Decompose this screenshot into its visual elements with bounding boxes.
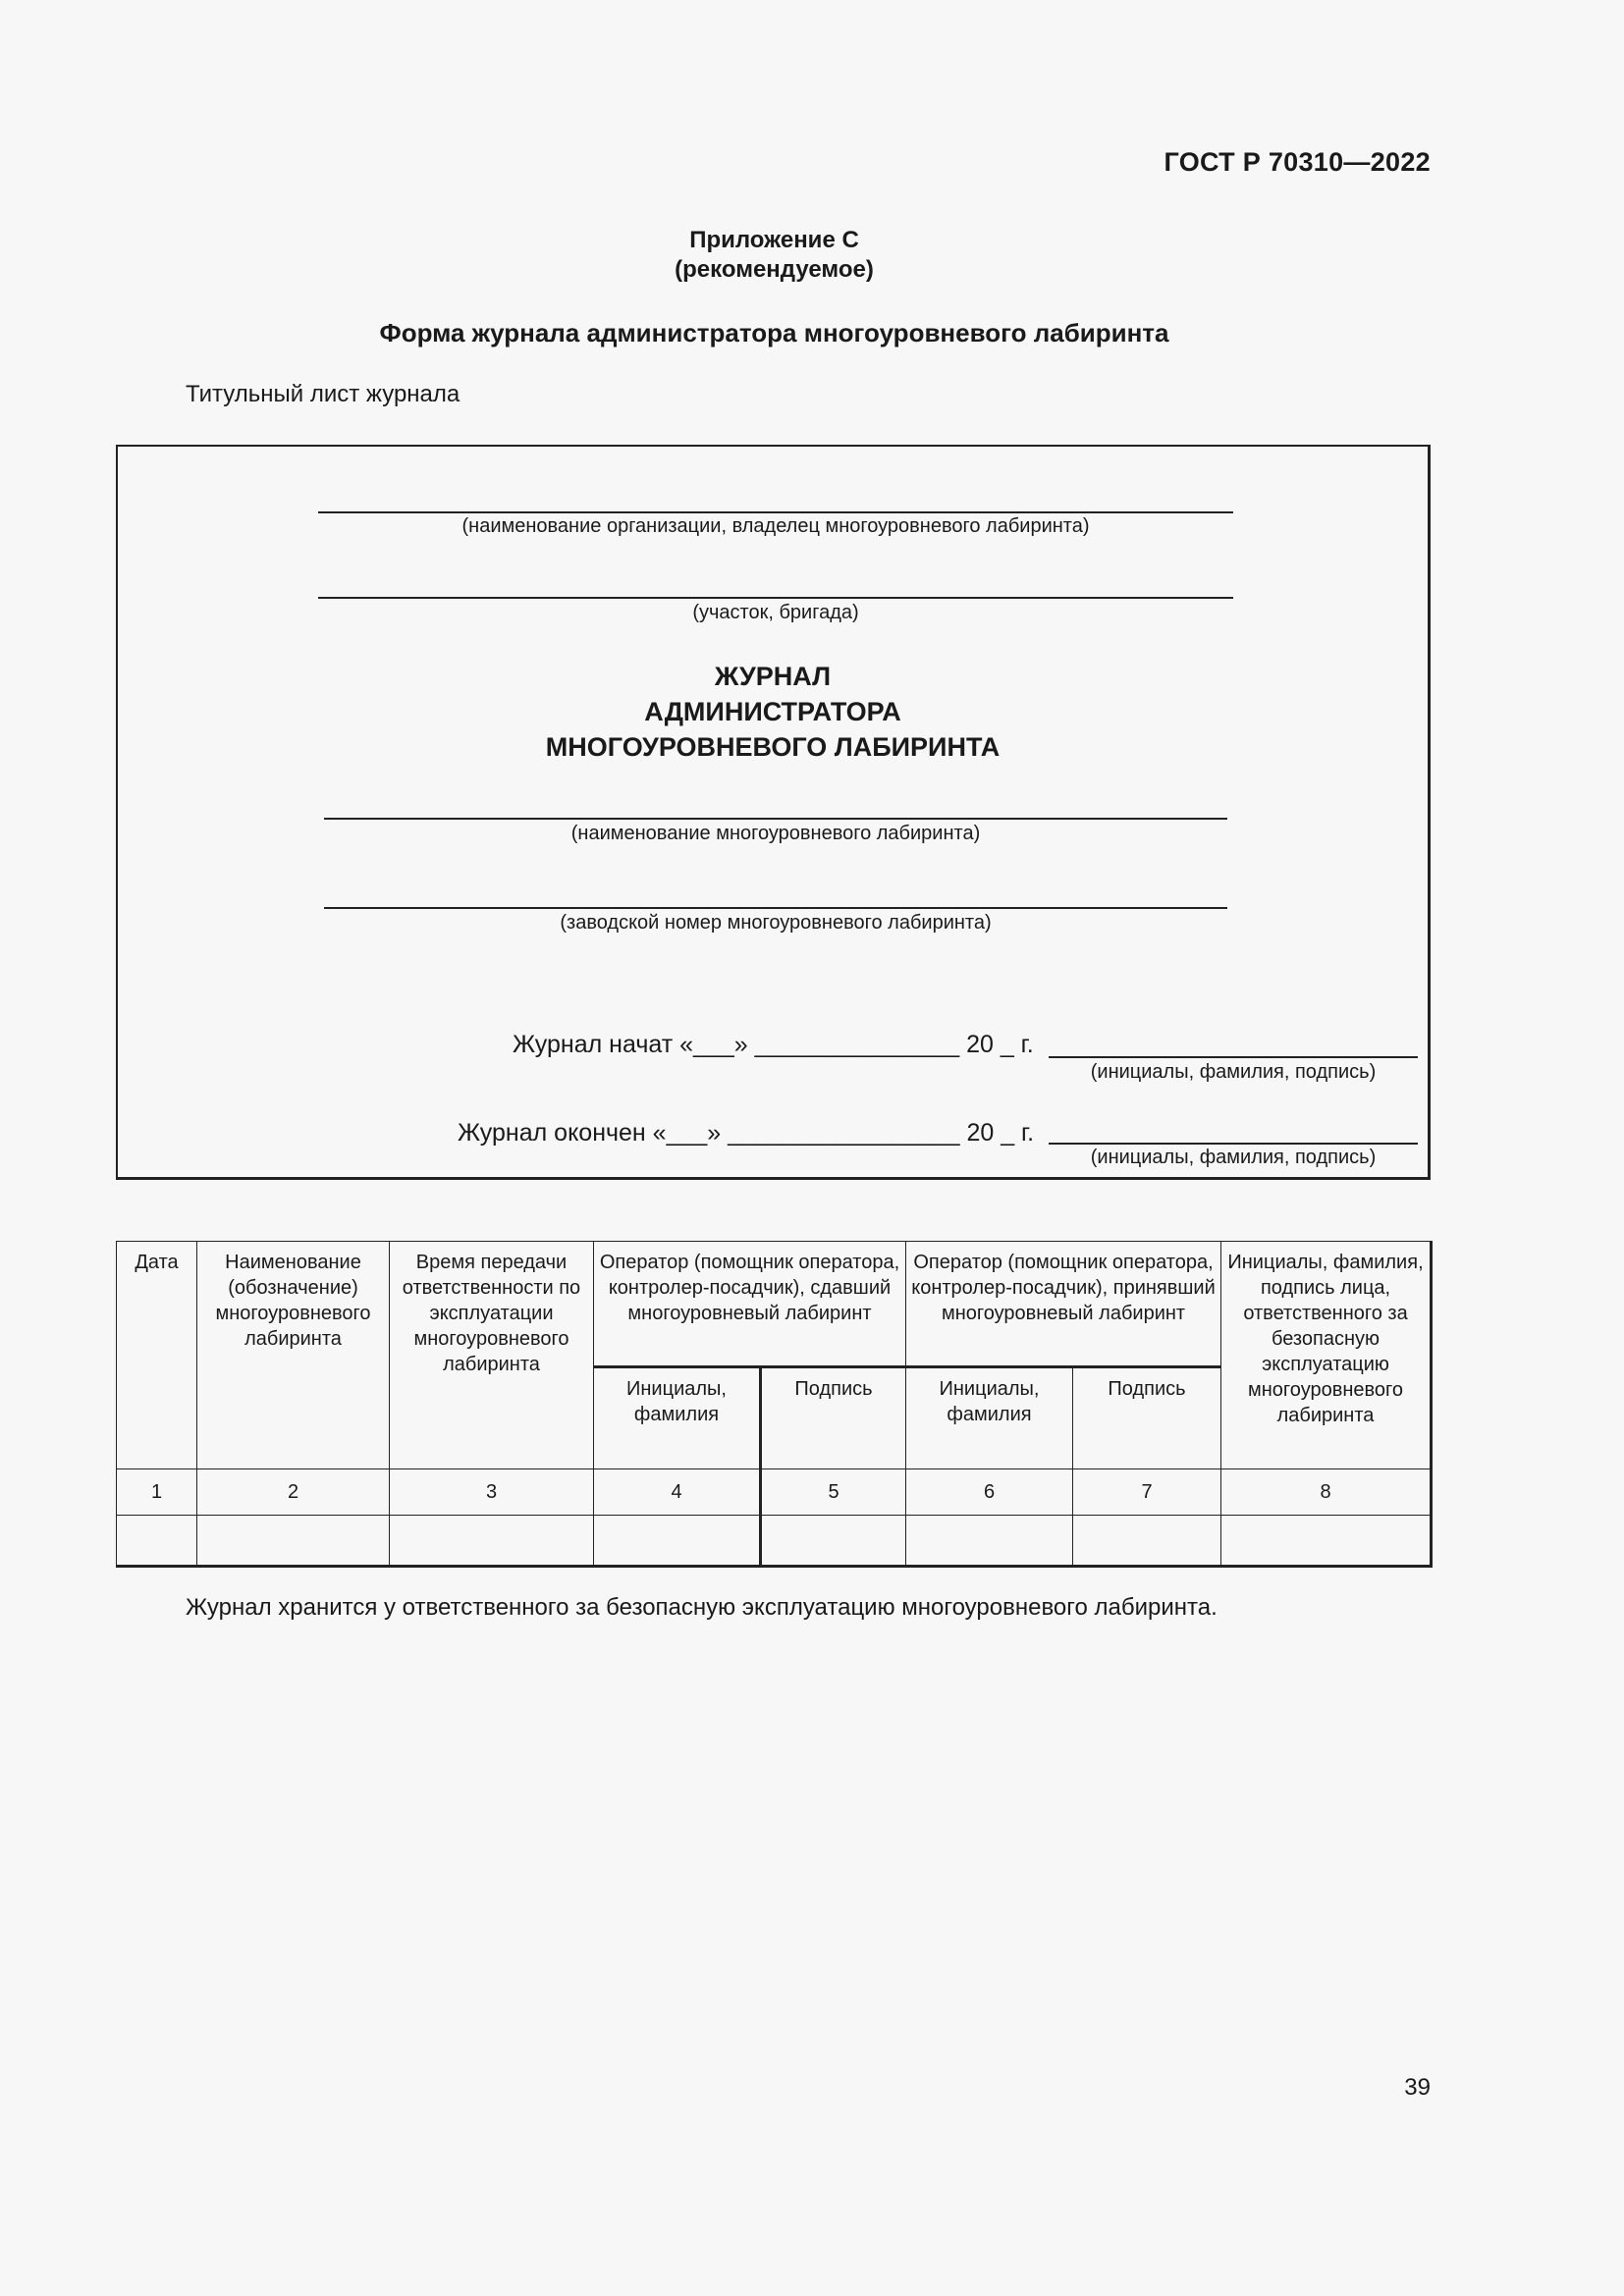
table-cell [1221, 1516, 1432, 1567]
serial-caption: (заводской номер многоуровневого лабиринта) [560, 912, 992, 934]
maze-name-fill-line [324, 818, 1227, 820]
log-table [116, 1241, 1433, 1568]
page-number: 39 [1404, 2074, 1431, 2101]
header-operator-handed: Оператор (помощник оператора, контролер-посадчик), сдавший многоуровневый лабиринт [594, 1242, 906, 1367]
subheader-initials-received: Инициалы, фамилия [906, 1367, 1073, 1469]
appendix-status: (рекомендуемое) [675, 256, 874, 283]
finished-signature-caption: (инициалы, фамилия, подпись) [1090, 1147, 1377, 1168]
column-number: 7 [1073, 1469, 1221, 1516]
table-cell [390, 1516, 594, 1567]
started-signature-caption: (инициалы, фамилия, подпись) [1090, 1061, 1377, 1083]
table-cell [117, 1516, 197, 1567]
storage-note: Журнал хранится у ответственного за безопасную эксплуатацию многоуровневого лабиринта. [186, 1594, 1218, 1621]
serial-fill-line [324, 907, 1227, 909]
column-number-row [117, 1469, 1432, 1516]
table-row [117, 1516, 1432, 1567]
column-number: 4 [594, 1469, 761, 1516]
table-cell [1073, 1516, 1221, 1567]
started-signature-line [1049, 1056, 1418, 1058]
cover-page-form [116, 445, 1431, 1180]
table-cell [594, 1516, 761, 1567]
journal-title-line-2: АДМИНИСТРАТОРА [644, 697, 901, 726]
table-cell [761, 1516, 906, 1567]
header-handover-time: Время передачи ответственности по эксплуатации многоуровневого лабиринта [390, 1242, 594, 1469]
subheader-initials-handed: Инициалы, фамилия [594, 1367, 761, 1469]
subheader-signature-received: Подпись [1073, 1367, 1221, 1469]
cover-page-label: Титульный лист журнала [186, 381, 460, 407]
journal-title-line-3: МНОГОУРОВНЕВОГО ЛАБИРИНТА [545, 732, 1001, 762]
table-cell [906, 1516, 1073, 1567]
section-caption: (участок, бригада) [692, 602, 859, 623]
column-number: 3 [390, 1469, 594, 1516]
form-title: Форма журнала администратора многоуровневого лабиринта [379, 318, 1169, 347]
column-number: 8 [1221, 1469, 1432, 1516]
header-date: Дата [117, 1242, 197, 1469]
column-number: 5 [761, 1469, 906, 1516]
column-number: 1 [117, 1469, 197, 1516]
org-fill-line [318, 511, 1233, 513]
maze-name-caption: (наименование многоуровневого лабиринта) [570, 823, 981, 844]
appendix-title: Приложение С [689, 227, 859, 253]
table-cell [197, 1516, 390, 1567]
column-number: 2 [197, 1469, 390, 1516]
header-operator-received: Оператор (помощник оператора, контролер-посадчик), принявший многоуровневый лабиринт [906, 1242, 1221, 1367]
standard-code: ГОСТ Р 70310—2022 [1164, 147, 1431, 177]
header-maze-name: Наименование (обозначение) многоуровневого лабиринта [197, 1242, 390, 1469]
header-responsible-person: Инициалы, фамилия, подпись лица, ответственного за безопасную эксплуатацию многоуровневого лабиринта [1221, 1242, 1432, 1469]
org-caption: (наименование организации, владелец многоуровневого лабиринта) [461, 515, 1090, 537]
section-fill-line [318, 597, 1233, 599]
subheader-signature-handed: Подпись [761, 1367, 906, 1469]
finished-signature-line [1049, 1143, 1418, 1145]
journal-finished-row: Журнал окончен «___» _________________ 20 _ г. [458, 1119, 1035, 1147]
table-header-row [117, 1242, 1432, 1367]
journal-title-line-1: ЖУРНАЛ [714, 662, 832, 691]
journal-started-row: Журнал начат «___» _______________ 20 _ г. [513, 1031, 1034, 1058]
column-number: 6 [906, 1469, 1073, 1516]
